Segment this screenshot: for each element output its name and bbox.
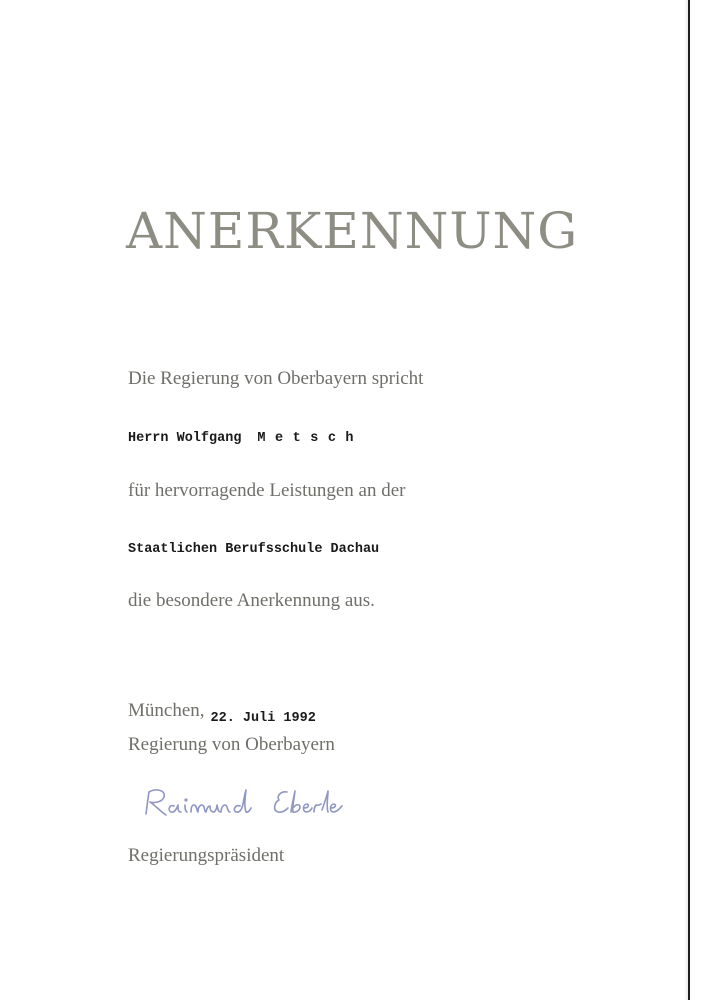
date: 22. Juli 1992 bbox=[210, 711, 316, 726]
signature-handwritten bbox=[140, 784, 370, 824]
recipient-first-name: Herrn Wolfgang bbox=[128, 431, 242, 446]
intro-text: Die Regierung von Oberbayern spricht bbox=[128, 368, 424, 389]
place-date-line bbox=[128, 700, 316, 726]
place: München, bbox=[128, 700, 205, 721]
closing-text: die besondere Anerkennung aus. bbox=[128, 590, 375, 611]
recipient-line bbox=[128, 432, 363, 446]
signer-role: Regierungspräsident bbox=[128, 845, 285, 866]
issuer-text: Regierung von Oberbayern bbox=[128, 734, 335, 755]
page-edge-line bbox=[688, 0, 690, 1000]
recipient-surname: Metsch bbox=[257, 431, 364, 446]
reason-text: für hervorragende Leistungen an der bbox=[128, 480, 406, 501]
institution-name: Staatlichen Berufsschule Dachau bbox=[128, 542, 380, 557]
certificate-title: ANERKENNUNG bbox=[126, 202, 579, 260]
